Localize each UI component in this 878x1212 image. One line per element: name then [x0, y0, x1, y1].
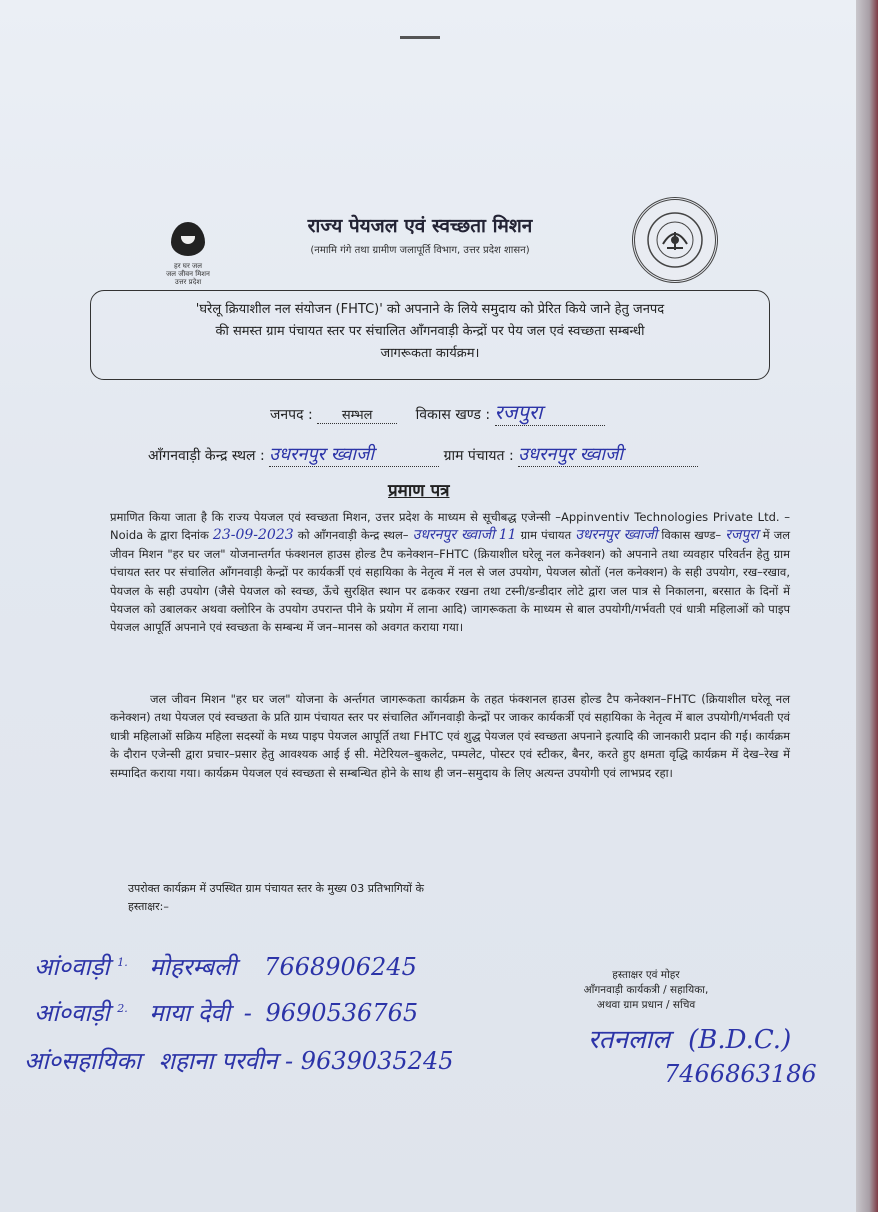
certificate-heading: प्रमाण पत्र [388, 481, 450, 501]
participant-1-role: आं०वाड़ी [34, 953, 110, 981]
har-ghar-jal-logo [158, 222, 218, 286]
signatory-name: रतनलाल [588, 1025, 670, 1055]
mission-title: राज्य पेयजल एवं स्वच्छता मिशन [307, 215, 533, 237]
staple-mark [400, 36, 440, 39]
signatory-signature [588, 1020, 791, 1056]
p1-text-e: में जल जीवन मिशन "हर घर जल" योजनान्तर्गत फंक्शनल हाउस होल्ड टैप कनेक्शन–FHTC (क्रियाशील घरेलू नल कनेक्शन) को अपनाने तथा व्यवहार परिवर्तन हेतु ग्राम पंचायत स्तर पर संचालित आँगनवाड़ी केन्द्रों पर कार्यकर्त्री एवं सहायिका के नेतृत्व में नल से जल उपयोग, पेयजल स्रोतों (नल कनेक्शन) के सही उपयोग, रख–रखाव, पेयजल के सही उपयोग (जैसे पेयजल को स्वच्छ, ऊँचे सुरक्षित स्थान पर ढककर रखना तथा टस्नी/डन्डीदार लोटे द्वारा जल पात्र से निकालना, बरसात के दिनों में पेयजल को उबालकर अथवा क्लोरिन के उपयोग उपरान्त पीने के प्रयोग में लाना आदि) जागरूकता के माध्यम से बाल उपयोगी/गर्भवती एवं धात्री महिलाओं को पाइप पेयजल आपूर्ति अपनाने एवं स्वच्छता के सम्बन्ध में जन–मानस को अवगत कराया गया। [110, 528, 791, 635]
anganwadi-panchayat-row [148, 442, 698, 467]
participant-2-name: माया देवी [149, 999, 231, 1027]
block-value: रजपुरा [494, 400, 543, 424]
certificate-paragraph-2: जल जीवन मिशन "हर घर जल" योजना के अर्न्तगत जागरूकता कार्यक्रम के तहत फंक्शनल हाउस होल्ड टैप कनेक्शन–FHTC (क्रियाशील घरेलू नल कनेक्शन) तथा पेयजल एवं स्वच्छता के प्रति ग्राम पंचायत स्तर पर संचालित आँगनवाड़ी केन्द्रों पर जाकर कार्यकर्त्री एवं सहायिका के नेतृत्व में बाल उपयोगी/गर्भवती एवं धात्री महिलाओं सक्रिय महिला सदस्यों के मध्य पाइप पेयजल आपूर्ति तथा FHTC एवं शुद्ध पेयजल एवं स्वच्छता अपनाने इत्यादि की जानकारी प्रदान की गई। कार्यक्रम के दौरान एजेन्सी द्वारा प्रचार–प्रसार हेतु आवश्यक आई ई सी. मेटेरियल–बुकलेट, पम्पलेट, पोस्टर एवं स्टीकर, बैनर, करते हुए क्षमता वृद्धि कार्यक्रम में देख–रेख में सम्पादित कराया गया। कार्यक्रम पेयजल एवं स्वच्छता से सम्बन्धित होने के साथ ही जन–समुदाय के लिए अत्यन्त उपयोगी एवं लाभप्रद रहा। [110, 692, 790, 780]
logo-caption-3: उत्तर प्रदेश [174, 278, 202, 286]
panchayat-label: ग्राम पंचायत : [443, 448, 514, 464]
water-drop-icon [171, 222, 205, 256]
participant-1-num: 1. [117, 956, 128, 969]
participant-2-signature: आं०वाड़ी $^{2.}$ माया देवी - 9690536765 [34, 999, 419, 1027]
participants-note [128, 880, 548, 916]
program-title-box [90, 290, 770, 380]
participant-3-name: शहाना परवीन [158, 1047, 278, 1075]
signatory-line-3: अथवा ग्राम प्रधान / सचिव [596, 999, 696, 1011]
p1-block-value: रजपुरा [725, 527, 759, 544]
signatory-line-2: आँगनवाड़ी कार्यकत्री / सहायिका, [583, 984, 709, 996]
up-state-seal-icon [632, 197, 718, 283]
district-value: सम्भल [341, 408, 373, 423]
participant-3-role: आं०सहायिका [24, 1047, 141, 1075]
page-edge [856, 0, 878, 1212]
p1-site-value: उधरनपुर ख्वाजी [412, 527, 495, 544]
participant-3-signature: आं०सहायिका शहाना परवीन - 9639035245 [24, 1047, 454, 1075]
participant-1-name: मोहरम्बली [149, 953, 237, 981]
block-label: विकास खण्ड : [415, 407, 491, 423]
district-label: जनपद : [270, 407, 313, 423]
p1-text-a: प्रमाणित किया जाता है कि राज्य पेयजल एवं स्वच्छता मिशन, उत्तर प्रदेश के माध्यम से सूचीबद्ध एजेन्सी –Appinventiv Technologies Private Ltd. – Noida के द्वारा दिनांक [110, 510, 790, 543]
logo-caption-2: जल जीवन मिशन [166, 270, 210, 278]
anganwadi-value: उधरनपुर ख्वाजी [269, 444, 375, 465]
participant-2-num: 2. [117, 1002, 128, 1015]
signatory-phone: 7466863186 [664, 1060, 817, 1088]
anganwadi-label: आँगनवाड़ी केन्द्र स्थल : [148, 448, 265, 464]
participants-note-line-2: हस्ताक्षर:– [128, 900, 169, 913]
participant-3-phone: 9639035245 [300, 1047, 454, 1075]
program-date: 23-09-2023 [212, 527, 294, 544]
p1-text-b: को आँगनवाड़ी केन्द्र स्थल– [297, 528, 409, 543]
mission-subtitle: (नमामि गंगे तथा ग्रामीण जलापूर्ति विभाग, उत्तर प्रदेश शासन) [310, 245, 530, 256]
program-line-3: जागरूकता कार्यक्रम। [380, 346, 480, 361]
p1-text-d: विकास खण्ड– [661, 528, 722, 543]
participants-note-line-1: उपरोक्त कार्यक्रम में उपस्थित ग्राम पंचायत स्तर के मुख्य 03 प्रतिभागियों के [128, 882, 424, 895]
p1-gp-number: 11 [498, 527, 517, 544]
district-block-row [270, 398, 605, 426]
signatory-role: (B.D.C.) [688, 1025, 792, 1055]
signatory-block [556, 968, 736, 1013]
p1-gp-value: उधरनपुर ख्वाजी [575, 527, 658, 544]
signatory-line-1: हस्ताक्षर एवं मोहर [612, 969, 680, 981]
program-line-1: 'घरेलू क्रियाशील नल संयोजन (FHTC)' को अपनाने के लिये समुदाय को प्रेरित किये जाने हेतु जनपद [195, 302, 665, 317]
participant-2-phone: 9690536765 [265, 999, 419, 1027]
participant-1-phone: 7668906245 [264, 953, 417, 981]
logo-caption-1: हर घर जल [174, 262, 202, 270]
p1-text-c: ग्राम पंचायत [520, 528, 572, 543]
participant-1-signature [34, 950, 417, 983]
panchayat-value: उधरनपुर ख्वाजी [518, 444, 624, 465]
participant-2-role: आं०वाड़ी [34, 999, 110, 1027]
header-title-block [230, 212, 610, 256]
program-line-2: की समस्त ग्राम पंचायत स्तर पर संचालित आँगनवाड़ी केन्द्रों पर पेय जल एवं स्वच्छता सम्बन्धी [215, 324, 645, 339]
certificate-paragraph-1 [110, 508, 790, 637]
seal-emblem-icon [645, 210, 705, 270]
